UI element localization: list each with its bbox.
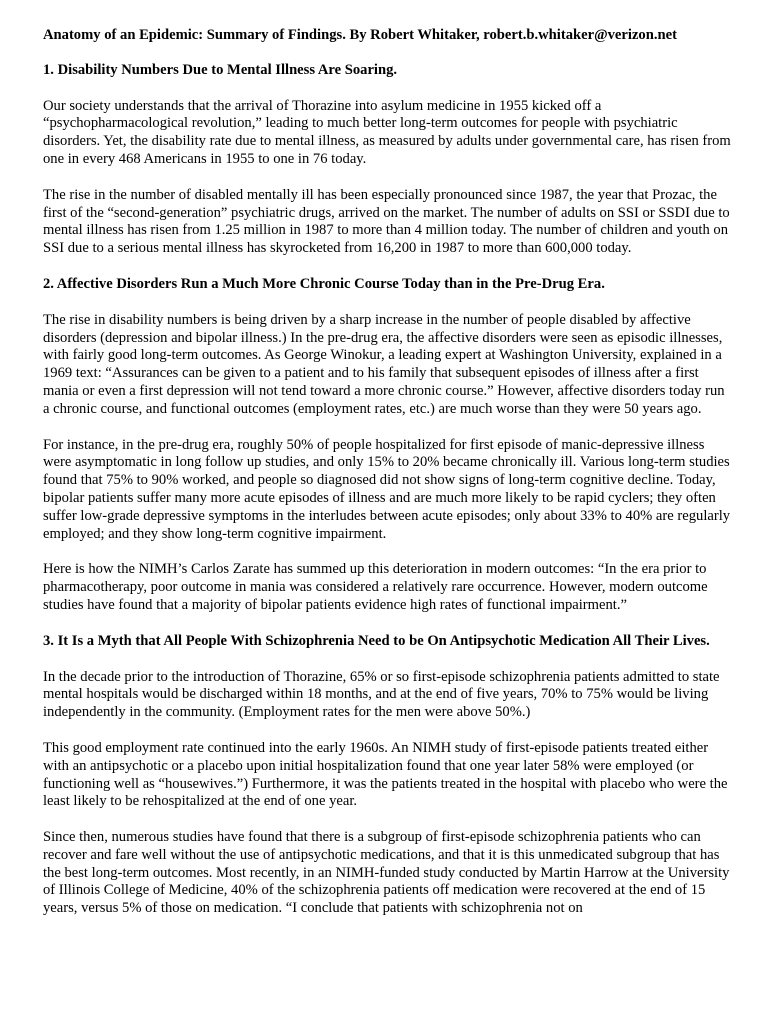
section-2-paragraph-2: For instance, in the pre-drug era, roughly 50% of people hospitalized for first episode of manic-depressive illness were asymptomatic in long follow up studies, and only 15% to 20% became chronically ill. Various long-term studies found that 75% to 90% worked, and people so diagnosed did not show signs of long-term cognitive decline. Today, bipolar patients suffer many more acute episodes of illness and are much more likely to be rapid cyclers; they often suffer low-grade depressive symptoms in the interludes between acute episodes; only about 33% to 40% are regularly employed; and they show long-term cognitive impairment. xyxy=(43,436,731,542)
section-2-paragraph-1: The rise in disability numbers is being driven by a sharp increase in the number of people disabled by affective disorders (depression and bipolar illness.) In the pre-drug era, the affective disorders were seen as episodic illnesses, with fairly good long-term outcomes. As George Winokur, a leading expert at Washington University, explained in a 1969 text: “Assurances can be given to a patient and to his family that subsequent episodes of illness after a first mania or even a first depression will not tend toward a more chronic course.” However, affective disorders today run a chronic course, and functional outcomes (employment rates, etc.) are much worse than they were 50 years ago. xyxy=(43,311,725,417)
section-3-paragraph-2: This good employment rate continued into the early 1960s. An NIMH study of first-episode patients treated either with an antipsychotic or a placebo upon initial hospitalization found that one year later 58% were employed (or functioning well as “housewives.”) Furthermore, it was the patients treated in the hospital with placebo who were the least likely to be rehospitalized at the end of one year. xyxy=(43,739,728,810)
section-3-paragraph-1: In the decade prior to the introduction of Thorazine, 65% or so first-episode schizophrenia patients admitted to state mental hospitals would be discharged within 18 months, and at the end of five years, 70% to 75% would be living independently in the community. (Employment rates for the men were above 50%.) xyxy=(43,668,720,721)
section-2-heading: 2. Affective Disorders Run a Much More Chronic Course Today than in the Pre-Drug Era. xyxy=(43,275,605,292)
document-page xyxy=(43,27,733,936)
section-3-heading: 3. It Is a Myth that All People With Schizophrenia Need to be On Antipsychotic Medication All Their Lives. xyxy=(43,632,710,649)
section-3-paragraph-3: Since then, numerous studies have found that there is a subgroup of first-episode schizophrenia patients who can recover and fare well without the use of antipsychotic medications, and that it is this unmedicated subgroup that has the best long-term outcomes. Most recently, in an NIMH-funded study conducted by Martin Harrow at the University of Illinois College of Medicine, 40% of the schizophrenia patients off medication were recovered at the end of 15 years, versus 5% of those on medication. “I conclude that patients with schizophrenia not on xyxy=(43,829,730,917)
section-2-paragraph-3: Here is how the NIMH’s Carlos Zarate has summed up this deterioration in modern outcomes: “In the era prior to pharmacotherapy, poor outcome in mania was considered a relatively rare occurrence. However, modern outcome studies have found that a majority of bipolar patients evidence high rates of functional impairment.” xyxy=(43,561,708,613)
section-1-paragraph-2: The rise in the number of disabled mentally ill has been especially pronounced since 1987, the year that Prozac, the first of the “second-generation” psychiatric drugs, arrived on the market. The number of adults on SSI or SSDI due to mental illness has risen from 1.25 million in 1987 to more than 4 million today. The number of children and youth on SSI due to a serious mental illness has skyrocketed from 16,200 in 1987 to more than 600,000 today. xyxy=(43,186,730,257)
document-title: Anatomy of an Epidemic: Summary of Findings. By Robert Whitaker, robert.b.whitaker@verizon.net xyxy=(43,27,677,43)
section-1-heading: 1. Disability Numbers Due to Mental Illness Are Soaring. xyxy=(43,61,398,78)
section-1-paragraph-1: Our society understands that the arrival of Thorazine into asylum medicine in 1955 kicked off a “psychopharmacological revolution,” leading to much better long-term outcomes for people with psychiatric disorders. Yet, the disability rate due to mental illness, as measured by adults under governmental care, has risen from one in every 468 Americans in 1955 to one in 76 today. xyxy=(43,97,731,167)
